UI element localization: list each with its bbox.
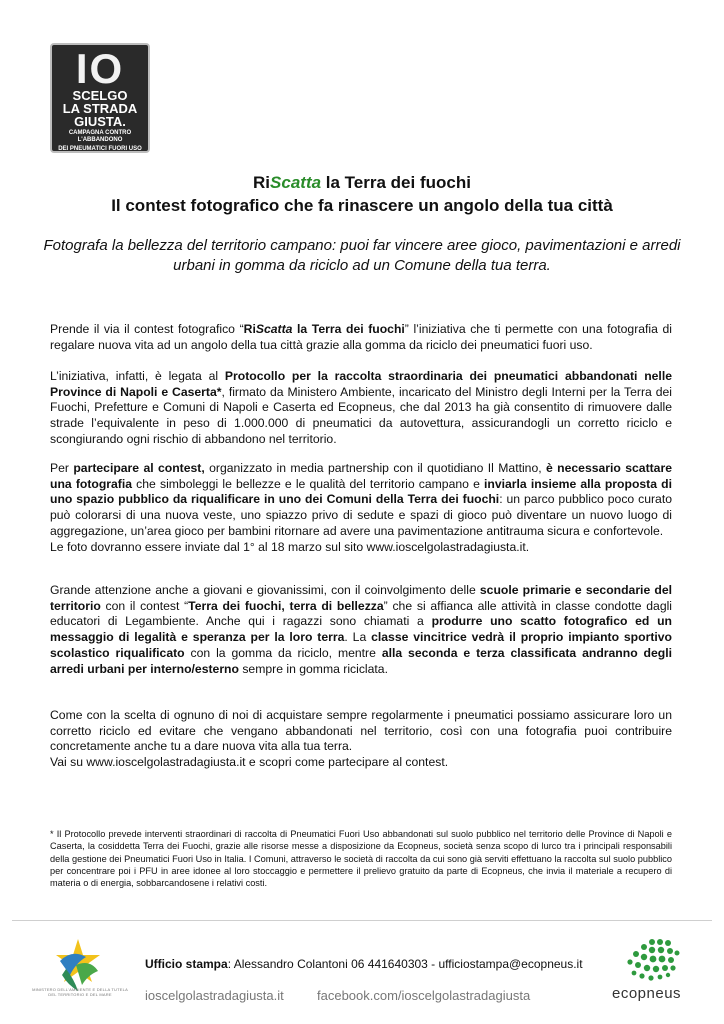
p3-e: che simboleggi le bellezze e le qualità del territorio campano e: [132, 476, 485, 491]
p5-b: Vai su www.ioscelgolastradagiusta.it e scopri come partecipare al contest.: [50, 755, 449, 770]
press-office: [145, 957, 583, 971]
ecopneus-dots-icon: [622, 938, 682, 982]
ministero-ambiente-logo-icon: [52, 935, 104, 995]
footer-divider: [12, 920, 712, 921]
paragraph-5: [50, 708, 672, 771]
p1-c: ” l’iniziativa che ti permette con una fotografia di regalare nuova vita ad un angolo della tua città grazie alla gomma da riciclo dei pneumatici fuori uso.: [50, 322, 672, 352]
ecopneus-wordmark: ecopneus: [612, 985, 682, 1002]
logo-small1: CAMPAGNA CONTRO L'ABBANDONO: [68, 130, 132, 143]
facebook-link[interactable]: facebook.com/ioscelgolastradagiusta: [317, 988, 531, 1003]
p3-f: inviarla insieme alla proposta di uno spazio pubblico da riqualificare in uno dei Comuni della Terra dei fuochi: [50, 476, 672, 507]
site-link[interactable]: ioscelgolastradagiusta.it: [145, 988, 284, 1003]
p4-j: alla seconda e terza classificata andranno degli arredi urbani per interno/esterno: [50, 645, 672, 676]
p1-rest: la Terra dei fuochi: [292, 322, 405, 336]
p1-scatta: Scatta: [255, 322, 293, 336]
logo-line3: GIUSTA.: [74, 114, 126, 129]
p4-e: ” che si affianca alle attività in classe condotte dagli educatori di Legambiente. Anche qui i ragazzi sono chiamati a: [50, 598, 673, 629]
logo-line2: LA STRADA: [62, 101, 138, 116]
p4-c: con il contest “: [100, 598, 189, 613]
logo-io-text: IO: [75, 45, 125, 92]
title-scatta: Scatta: [270, 173, 322, 192]
p4-a: Grande attenzione anche a giovani e giovanissimi, con il coinvolgimento delle: [50, 583, 480, 597]
paragraph-3: [50, 461, 672, 555]
p4-h: classe vincitrice vedrà il proprio impianto sportivo scolastico riqualificato: [50, 630, 672, 660]
p4-k: sempre in gomma riciclata.: [238, 661, 388, 676]
p4-i: con la gomma da riciclo, mentre: [184, 645, 382, 660]
p2-bold: Protocollo per la raccolta straordinaria dei pneumatici abbandonati nelle Province di Napoli e Caserta*: [50, 369, 672, 399]
press-text: : Alessandro Colantoni 06 441640303 - ufficiostampa@ecopneus.it: [227, 957, 583, 971]
paragraph-1: [50, 322, 672, 353]
p3-g: : un parco pubblico poco curato può colorarsi di una nuova veste, uno spiazzo privo di sedute e spazi di gioco può diventare un nuovo luogo di aggregazione, un’area gioco per bambini ritornare ad avere una pavimentazione antitrauma sicura e confortevole.: [50, 492, 672, 538]
title-rest: la Terra dei fuochi: [321, 173, 471, 192]
p4-g: . La: [344, 630, 372, 645]
p4-f: produrre uno scatto fotografico ed un messaggio di legalità e speranza per la loro terra: [50, 614, 672, 645]
page-subtitle-line: Il contest fotografico che fa rinascere un angolo della tua città: [111, 196, 613, 215]
press-label: Ufficio stampa: [145, 957, 228, 971]
paragraph-2: [50, 369, 672, 448]
p1-a: Prende il via il contest fotografico “: [50, 322, 244, 336]
logo-small2: DEI PNEUMATICI FUORI USO: [58, 146, 142, 152]
p3-a: Per: [50, 461, 74, 475]
p3-c: organizzato in media partnership con il quotidiano Il Mattino,: [204, 461, 546, 475]
p4-b: scuole primarie e secondarie del territorio: [50, 583, 672, 613]
io-scelgo-logo: [50, 43, 150, 153]
paragraph-4: [50, 583, 672, 677]
p4-d: Terra dei fuochi, terra di bellezza: [188, 598, 384, 613]
italic-subtitle: Fotografa la bellezza del territorio campano: puoi far vincere aree gioco, pavimentazioni e arredi urbani in gomma da riciclo ad un Comune della tua terra.: [43, 237, 681, 274]
logo-line1: SCELGO: [72, 88, 128, 103]
p3-h: Le foto dovranno essere inviate dal 1° al 18 marzo sul sito www.ioscelgolastradagiusta.it.: [50, 539, 530, 554]
title-ri: Ri: [253, 173, 271, 192]
p3-d: è necessario scattare una fotografia: [50, 461, 672, 491]
page-title: [0, 172, 724, 194]
p2-c: , firmato da Ministero Ambiente, incaricato del Ministro degli Interni per la Terra dei Fuochi, Prefetture e Comuni di Napoli e Caserta ed Ecopneus, che dal 2013 ha già consentito di rimuovere dalle strade l’equivalente in peso di 1.000.000 di pneumatici da autovettura, assicurandogli un corretto riciclo e scongiurando ogni rischio di abbandono nel territorio.: [50, 384, 672, 446]
p1-ri: Ri: [243, 322, 256, 336]
p2-a: L’iniziativa, infatti, è legata al: [50, 369, 225, 383]
p5-a: Come con la scelta di ognuno di noi di acquistare sempre regolarmente i pneumatici possiamo assicurare loro un corretto riciclo ed evitare che vengano abbandonati nel territorio, così con una fotografia puoi contribuire concretamente anche tu a dare nuova vita alla tua terra.: [50, 708, 672, 754]
p3-b: partecipare al contest,: [73, 461, 205, 475]
ministero-caption: MINISTERO DELL'AMBIENTE E DELLA TUTELA DEL TERRITORIO E DEL MARE: [32, 987, 128, 997]
footnote: * Il Protocollo prevede interventi straordinari di raccolta di Pneumatici Fuori Uso abbandonati sul suolo pubblico nel territorio delle Province di Napoli e Caserta, la cosiddetta Terra dei Fuochi, grazie alle risorse messe a disposizione da Ecopneus, società senza scopo di lurco tra i principali responsabili della gestione dei Pneumatici Fuori Uso in Italia. I Comuni, attraverso le società di raccolta da cui sono già serviti effettuano la raccolta sul suolo pubblico per concentrare poi i PFU in aree idonee al loro stoccaggio e permettere il prelievo gratuito da parte di Ecopneus, che invia il materiale a recupero di materia o di energia, sobbarcandosene i relativi costi.: [50, 829, 672, 889]
